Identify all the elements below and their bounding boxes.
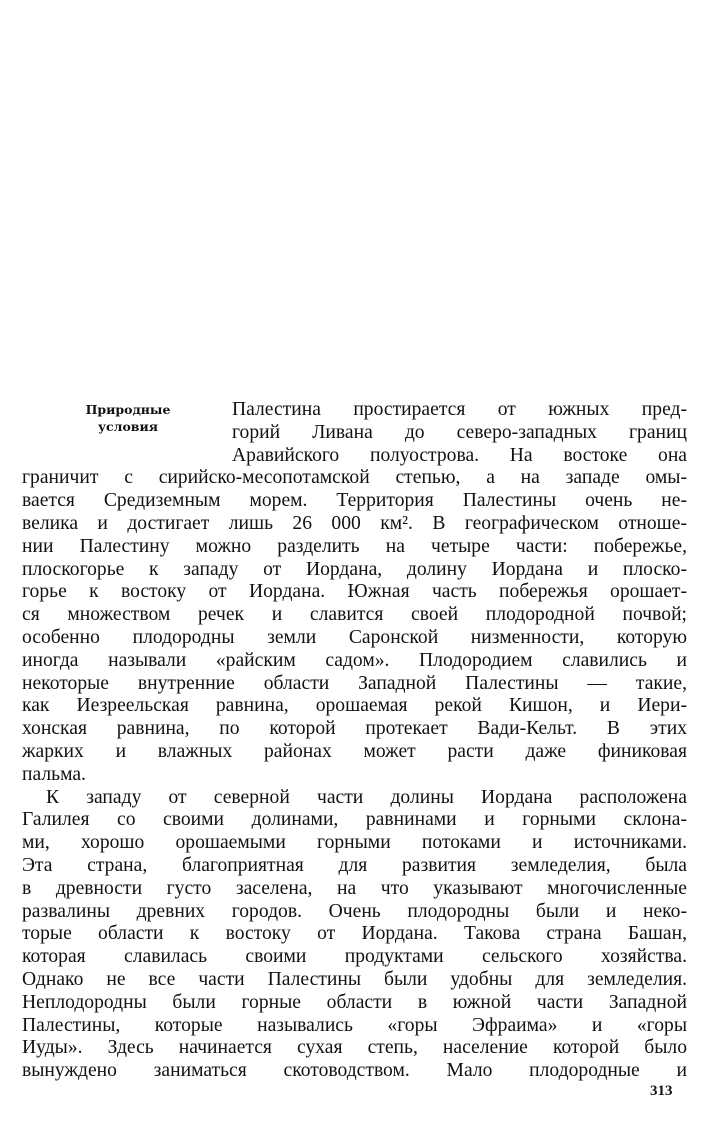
text-line: Галилея со своими долинами, равнинами и горными склона- bbox=[22, 809, 687, 831]
text-line: Эта страна, благоприятная для развития земледелия, была bbox=[22, 855, 687, 876]
text-line: Палестина простирается от южных пред- bbox=[232, 399, 687, 420]
text-line: Аравийского полуострова. На востоке она bbox=[232, 444, 687, 466]
text-line: некоторые внутренние области Западной Палестины — такие, bbox=[22, 672, 687, 694]
text-line: хонская равнина, по которой протекает Вади-Кельт. В этих bbox=[22, 718, 687, 740]
text-line: плоскогорье к западу от Иордана, долину Иордана и плоско- bbox=[22, 558, 687, 580]
text-line: вается Средиземным морем. Территория Палестины очень не- bbox=[22, 490, 687, 512]
text-line: ся множеством речек и славится своей плодородной почвой; bbox=[22, 604, 687, 626]
text-line: граничит с сирийско-месопотамской степью, а на западе омы- bbox=[22, 467, 687, 489]
text-line: торые области к востоку от Иордана. Такова страна Башан, bbox=[22, 923, 687, 945]
text-line: горье к востоку от Иордана. Южная часть побережья орошает- bbox=[22, 581, 687, 603]
text-line: Неплодородны были горные области в южной части Западной bbox=[22, 991, 687, 1013]
text-line: Палестины, которые назывались «горы Эфраима» и «горы bbox=[22, 1014, 687, 1036]
text-line: которая славилась своими продуктами сельского хозяйства. bbox=[22, 946, 687, 968]
text-line: жарких и влажных районах может расти даже финиковая bbox=[22, 741, 687, 762]
text-line: вынуждено заниматься скотоводством. Мало плодородные и bbox=[22, 1060, 687, 1082]
margin-heading-line-2: условия bbox=[98, 419, 158, 434]
text-line: особенно плодородны земли Саронской низменности, которую bbox=[22, 627, 687, 648]
text-line: как Иезреельская равнина, орошаемая рекой Кишон, и Иери- bbox=[22, 695, 687, 717]
text-line: иногда называли «райским садом». Плодородием славились и bbox=[22, 649, 687, 671]
text-line: ми, хорошо орошаемыми горными потоками и источниками. bbox=[22, 832, 687, 854]
text-line: развалины древних городов. Очень плодородны были и неко- bbox=[22, 900, 687, 922]
margin-heading bbox=[68, 401, 188, 435]
text-line: Однако не все части Палестины были удобны для земледелия. bbox=[22, 969, 687, 990]
text-line: нии Палестину можно разделить на четыре части: побережье, bbox=[22, 535, 687, 557]
text-line: К западу от северной части долины Иордана расположена bbox=[46, 786, 687, 808]
text-line: в древности густо заселена, на что указывают многочисленные bbox=[22, 877, 687, 899]
margin-heading-line-1: Природные bbox=[85, 402, 171, 417]
text-line: горий Ливана до северо-западных границ bbox=[232, 421, 687, 443]
text-line: пальма. bbox=[22, 763, 86, 785]
text-line: велика и достигает лишь 26 000 км². В географическом отноше- bbox=[22, 513, 687, 534]
page-number: 313 bbox=[650, 1083, 673, 1099]
text-line: Иуды». Здесь начинается сухая степь, население которой было bbox=[22, 1037, 687, 1059]
